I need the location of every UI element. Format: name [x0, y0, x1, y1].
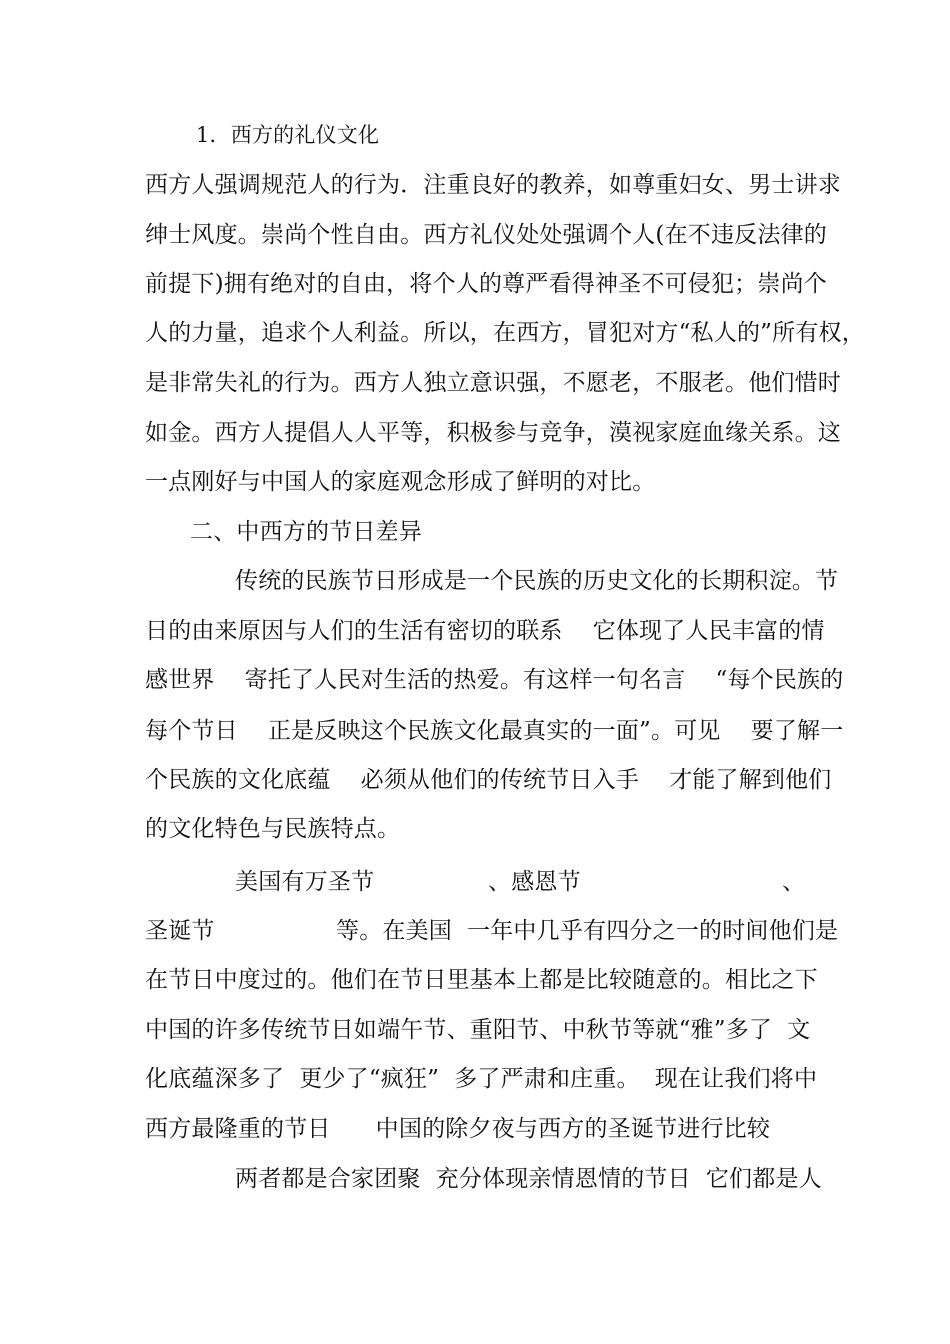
paragraph-line: 西方最隆重的节日 中国的除夕夜与西方的圣诞节进行比较: [145, 1116, 771, 1142]
paragraph-line: 绅士风度。崇尚个性自由。西方礼仪处处强调个人(在不违反法律的: [145, 222, 827, 248]
paragraph-fragment: 等。在美国 一年中几乎有四分之一的时间他们是: [336, 918, 839, 944]
paragraph-line: 日的由来原因与人们的生活有密切的联系 它体现了人民丰富的情: [145, 618, 825, 644]
paragraph-line: 个民族的文化底蕴 必须从他们的传统节日入手 才能了解到他们: [145, 767, 832, 793]
paragraph-line: 化底蕴深多了 更少了“疯狂” 多了严肃和庄重。 现在让我们将中: [145, 1066, 818, 1092]
paragraph-line: 人的力量，追求个人利益。所以，在西方，冒犯对方“私人的”所有权，: [145, 320, 865, 346]
paragraph-line: 传统的民族节日形成是一个民族的历史文化的长期积淀。节: [235, 568, 839, 594]
paragraph-line: 是非常失礼的行为。西方人独立意识强，不愿老，不服老。他们惜时: [145, 370, 841, 396]
paragraph-line: 一点刚好与中国人的家庭观念形成了鲜明的对比。: [145, 469, 656, 495]
section-heading-western-etiquette: 1．西方的礼仪文化: [196, 123, 380, 147]
paragraph-fragment: 、: [782, 869, 806, 895]
paragraph-line: 在节日中度过的。他们在节日里基本上都是比较随意的。相比之下: [145, 967, 818, 993]
paragraph-line: 前提下)拥有绝对的自由，将个人的尊严看得神圣不可侵犯；崇尚个: [145, 271, 827, 297]
paragraph-line: 两者都是合家团聚 充分体现亲情恩情的节日 它们都是人: [235, 1166, 822, 1192]
paragraph-line: 感世界 寄托了人民对生活的热爱。有这样一句名言 “每个民族的: [145, 667, 844, 693]
paragraph-line: 中国的许多传统节日如端午节、重阳节、中秋节等就“雅”多了 文: [145, 1017, 811, 1043]
paragraph-line: 的文化特色与民族特点。: [145, 816, 401, 842]
paragraph-line: 每个节日 正是反映这个民族文化最真实的一面”。可见 要了解一: [145, 718, 844, 744]
paragraph-fragment: 美国有万圣节: [235, 869, 375, 895]
section-heading-festival-differences: 二、中西方的节日差异: [190, 519, 422, 545]
paragraph-line: 西方人强调规范人的行为．注重良好的教养，如尊重妇女、男士讲求: [145, 172, 841, 198]
paragraph-line: 如金。西方人提倡人人平等，积极参与竞争，漠视家庭血缘关系。这: [145, 420, 841, 446]
paragraph-fragment: 圣诞节: [145, 918, 215, 944]
paragraph-fragment: 、感恩节: [488, 869, 581, 895]
